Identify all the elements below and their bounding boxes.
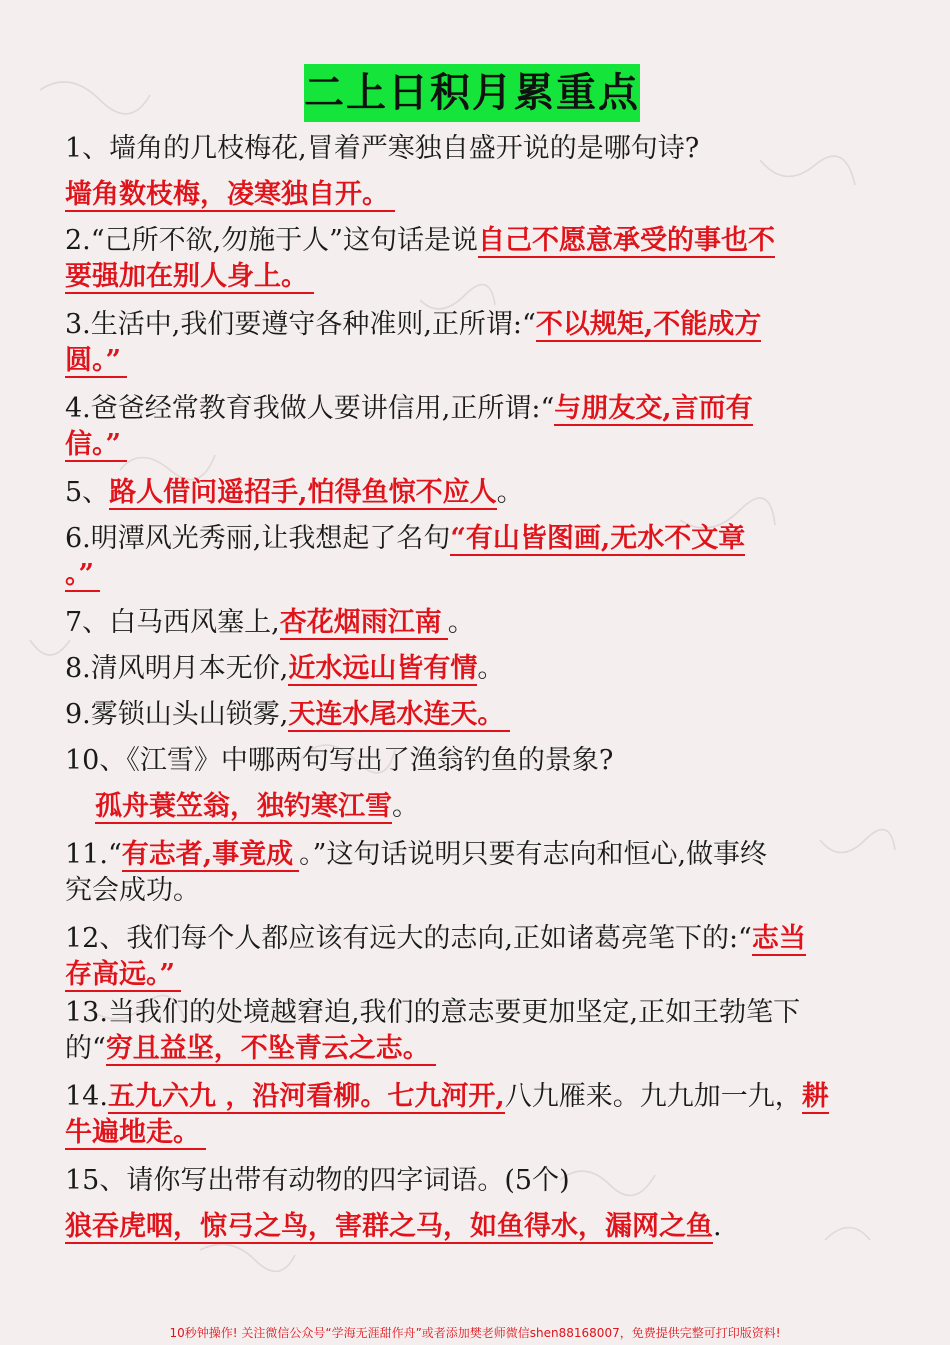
question-3-cont: 圆。”: [65, 342, 127, 380]
question-14: 14.五九六九 ，沿河看柳。七九河开,八九雁来。九九加一九，耕: [65, 1081, 829, 1112]
question-4: 4.爸爸经常教育我做人要讲信用,正所谓:“与朋友交,言而有: [65, 393, 753, 424]
question-7: 7、白马西风塞上,杏花烟雨江南 。: [65, 607, 475, 638]
answer-1: 墙角数枝梅，凌寒独自开。: [65, 176, 395, 214]
question-4-cont: 信。”: [65, 426, 127, 464]
question-12: 12、我们每个人都应该有远大的志向,正如诸葛亮笔下的:“志当: [65, 923, 806, 954]
question-13: 13.当我们的处境越窘迫,我们的意志要更加坚定,正如王勃笔下: [65, 997, 801, 1028]
page-title: 二上日积月累重点: [304, 64, 640, 122]
question-11: 11.“有志者,事竟成 。”这句话说明只要有志向和恒心,做事终: [65, 839, 768, 870]
answer-10: 孤舟蓑笠翁，独钓寒江雪。: [95, 791, 419, 822]
question-9: 9.雾锁山头山锁雾,天连水尾水连天。: [65, 696, 510, 734]
question-2: 2.“己所不欲,勿施于人”这句话是说自己不愿意承受的事也不: [65, 225, 775, 256]
question-8: 8.清风明月本无价,近水远山皆有情。: [65, 653, 505, 684]
question-6: 6.明潭风光秀丽,让我想起了名句“有山皆图画,无水不文章: [65, 523, 746, 554]
question-14-cont: 牛遍地走。: [65, 1114, 206, 1152]
question-1: 1、墙角的几枝梅花,冒着严寒独自盛开说的是哪句诗?: [65, 133, 700, 164]
question-3: 3.生活中,我们要遵守各种准则,正所谓:“不以规矩,不能成方: [65, 309, 762, 340]
question-2-cont: 要强加在别人身上。: [65, 258, 314, 296]
question-15: 15、请你写出带有动物的四字词语。(5个): [65, 1165, 570, 1196]
question-12-cont: 存高远。”: [65, 956, 181, 994]
footer-note: 10秒钟操作! 关注微信公众号“学海无涯甜作舟”或者添加樊老师微信shen88168007，免费提供完整可打印版资料!: [169, 1326, 781, 1340]
question-5: 5、路人借问遥招手,怕得鱼惊不应人。: [65, 477, 524, 508]
question-11-cont: 究会成功。: [65, 875, 200, 906]
question-13-cont: 的“穷且益坚，不坠青云之志。: [65, 1030, 436, 1068]
answer-15: 狼吞虎咽，惊弓之鸟，害群之马，如鱼得水，漏网之鱼.: [65, 1211, 722, 1242]
question-10: 10、《江雪》中哪两句写出了渔翁钓鱼的景象?: [65, 745, 614, 776]
question-6-cont: 。”: [65, 556, 100, 594]
